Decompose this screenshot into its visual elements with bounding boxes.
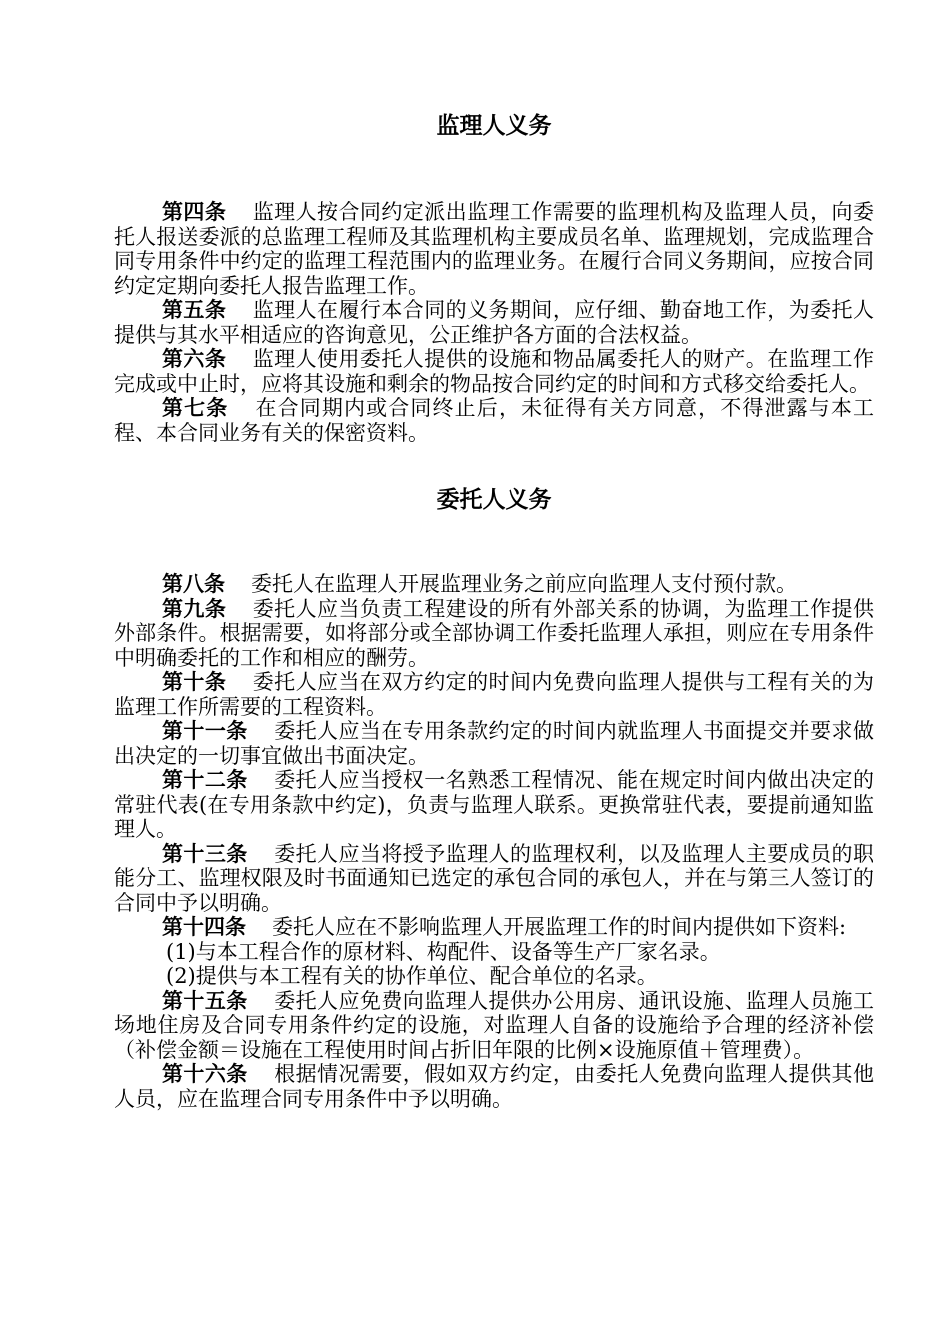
clause-text: 监理人按合同约定派出监理工作需要的监理机构及监理人员，向委托人报送委派的总监理工程师及其监理机构主要成员名单、监理规划，完成监理合同专用条件中约定的监理工程范围内的监理业务。在履行合同义务期间，应按合同约定定期向委托人报告监理工作。 — [114, 200, 874, 298]
section-supervisor-duties — [114, 200, 874, 445]
clause-number: 第五条 — [162, 297, 227, 322]
clause-5 — [114, 298, 874, 347]
clause-text: 委托人应当授权一名熟悉工程情况、能在规定时间内做出决定的常驻代表(在专用条款中约定)，负责与监理人联系。更换常驻代表，要提前通知监理人。 — [114, 768, 874, 841]
clause-number: 第八条 — [162, 571, 225, 596]
clause-number: 第十五条 — [162, 987, 248, 1013]
list-item: (2)提供与本工程有关的协作单位、配合单位的名录。 — [166, 964, 658, 988]
clause-number: 第十六条 — [162, 1061, 248, 1086]
clause-number: 第六条 — [162, 346, 227, 371]
clause-text: 监理人在履行本合同的义务期间，应仔细、勤奋地工作，为委托人提供与其水平相适应的咨询意见，公正维护各方面的合法权益。 — [114, 298, 874, 347]
clause-13 — [114, 842, 874, 916]
clause-7 — [114, 396, 874, 445]
clause-text: 委托人应免费向监理人提供办公用房、通讯设施、监理人员施工场地住房及合同专用条件约定的设施，对监理人自备的设施给予合理的经济补偿（补偿金额＝设施在工程使用时间占折旧年限的比例×设施原值＋管理费）。 — [114, 988, 874, 1062]
clause-text: 委托人应当在双方约定的时间内免费向监理人提供与工程有关的为监理工作所需要的工程资料。 — [114, 670, 874, 719]
clause-8 — [114, 572, 874, 597]
clause-12 — [114, 768, 874, 842]
clause-9 — [114, 597, 874, 671]
section-title-supervisor-duties: 监理人义务 — [436, 112, 552, 139]
clause-number: 第七条 — [162, 395, 229, 420]
clause-4 — [114, 200, 874, 298]
clause-15 — [114, 989, 874, 1063]
clause-number: 第九条 — [162, 595, 227, 621]
clause-number: 第十一条 — [162, 718, 248, 743]
clause-16 — [114, 1062, 874, 1111]
clause-number: 第十二条 — [162, 767, 248, 792]
clause-text: 委托人在监理人开展监理业务之前应向监理人支付预付款。 — [251, 572, 797, 596]
clause-text: 在合同期内或合同终止后，未征得有关方同意，不得泄露与本工程、本合同业务有关的保密资料。 — [114, 396, 875, 445]
clause-10 — [114, 670, 874, 719]
clause-number: 第十四条 — [162, 914, 246, 939]
clause-text: 监理人使用委托人提供的设施和物品属委托人的财产。在监理工作完成或中止时，应将其设施和剩余的物品按合同约定的时间和方式移交给委托人。 — [114, 347, 874, 396]
clause-text: 委托人应当将授予监理人的监理权利，以及监理人主要成员的职能分工、监理权限及时书面通知已选定的承包合同的承包人，并在与第三人签订的合同中予以明确。 — [114, 841, 874, 915]
clause-text: 根据情况需要，假如双方约定，由委托人免费向监理人提供其他人员，应在监理合同专用条件中予以明确。 — [114, 1062, 874, 1111]
clause-text: 委托人应当在专用条款约定的时间内就监理人书面提交并要求做出决定的一切事宜做出书面决定。 — [114, 719, 874, 768]
clause-text: 委托人应在不影响监理人开展监理工作的时间内提供如下资料: — [272, 915, 847, 939]
section-client-duties — [114, 572, 874, 1111]
clause-11 — [114, 719, 874, 768]
clause-text: 委托人应当负责工程建设的所有外部关系的协调，为监理工作提供外部条件。根据需要，如将部分或全部协调工作委托监理人承担，则应在专用条件中明确委托的工作和相应的酬劳。 — [114, 596, 874, 670]
clause-6 — [114, 347, 874, 396]
clause-14 — [114, 915, 874, 940]
section-title-client-duties: 委托人义务 — [436, 486, 552, 513]
list-item: (1)与本工程合作的原材料、构配件、设备等生产厂家名录。 — [166, 939, 721, 964]
clause-number: 第十三条 — [162, 840, 248, 866]
clause-number: 第四条 — [162, 199, 227, 224]
clause-number: 第十条 — [162, 669, 227, 694]
